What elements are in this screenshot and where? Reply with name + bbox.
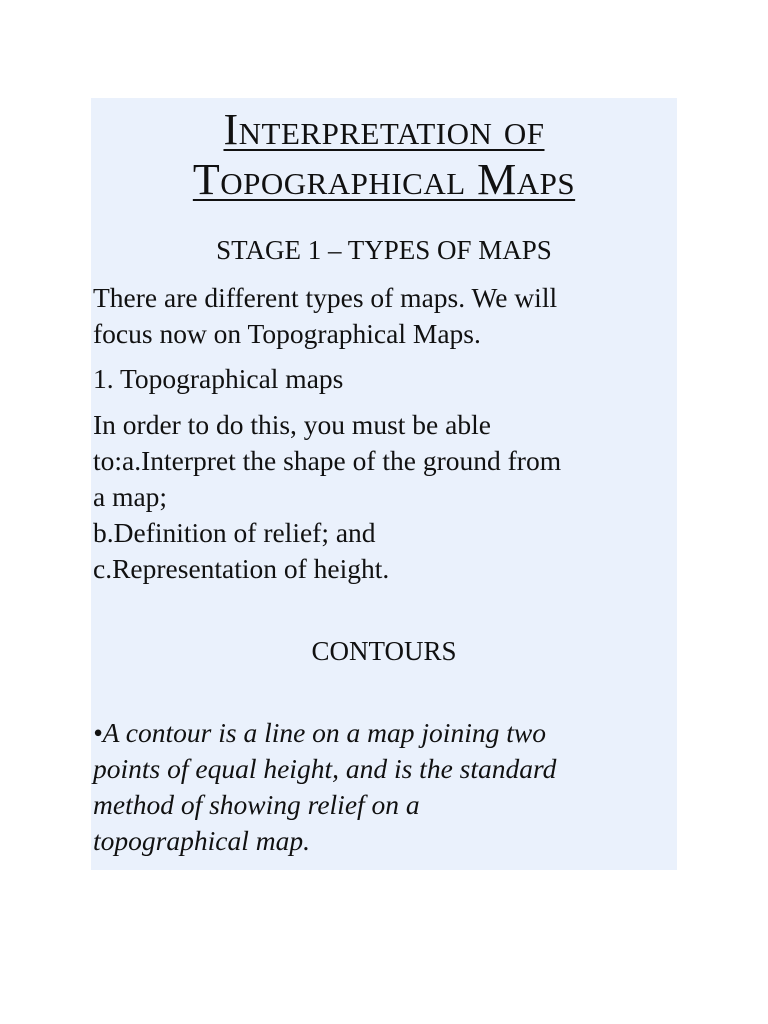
contour-definition-line-3: method of showing relief on a (93, 789, 420, 820)
contour-definition-line-1: •A contour is a line on a map joining two (93, 717, 546, 748)
requirements-line-2: to:a.Interpret the shape of the ground from (93, 445, 562, 476)
intro-line-1: There are different types of maps. We will (93, 282, 558, 313)
contour-definition-line-2: points of equal height, and is the standard (93, 753, 557, 784)
requirements-line-3: a map; (93, 481, 168, 512)
requirements-line-4: b.Definition of relief; and (93, 517, 376, 548)
intro-line-2: focus now on Topographical Maps. (93, 318, 481, 349)
list-item-topographical-maps: 1. Topographical maps (93, 363, 344, 394)
contours-heading: CONTOURS (311, 636, 457, 666)
stage-heading: STAGE 1 – TYPES OF MAPS (216, 235, 552, 265)
contour-definition-line-4: topographical map. (93, 825, 310, 856)
requirements-line-5: c.Representation of height. (93, 553, 390, 584)
title-line-2: Topographical Maps (192, 155, 576, 204)
document-slide (91, 98, 677, 870)
requirements-line-1: In order to do this, you must be able (93, 409, 491, 440)
title-line-1: Interpretation of (223, 105, 545, 154)
